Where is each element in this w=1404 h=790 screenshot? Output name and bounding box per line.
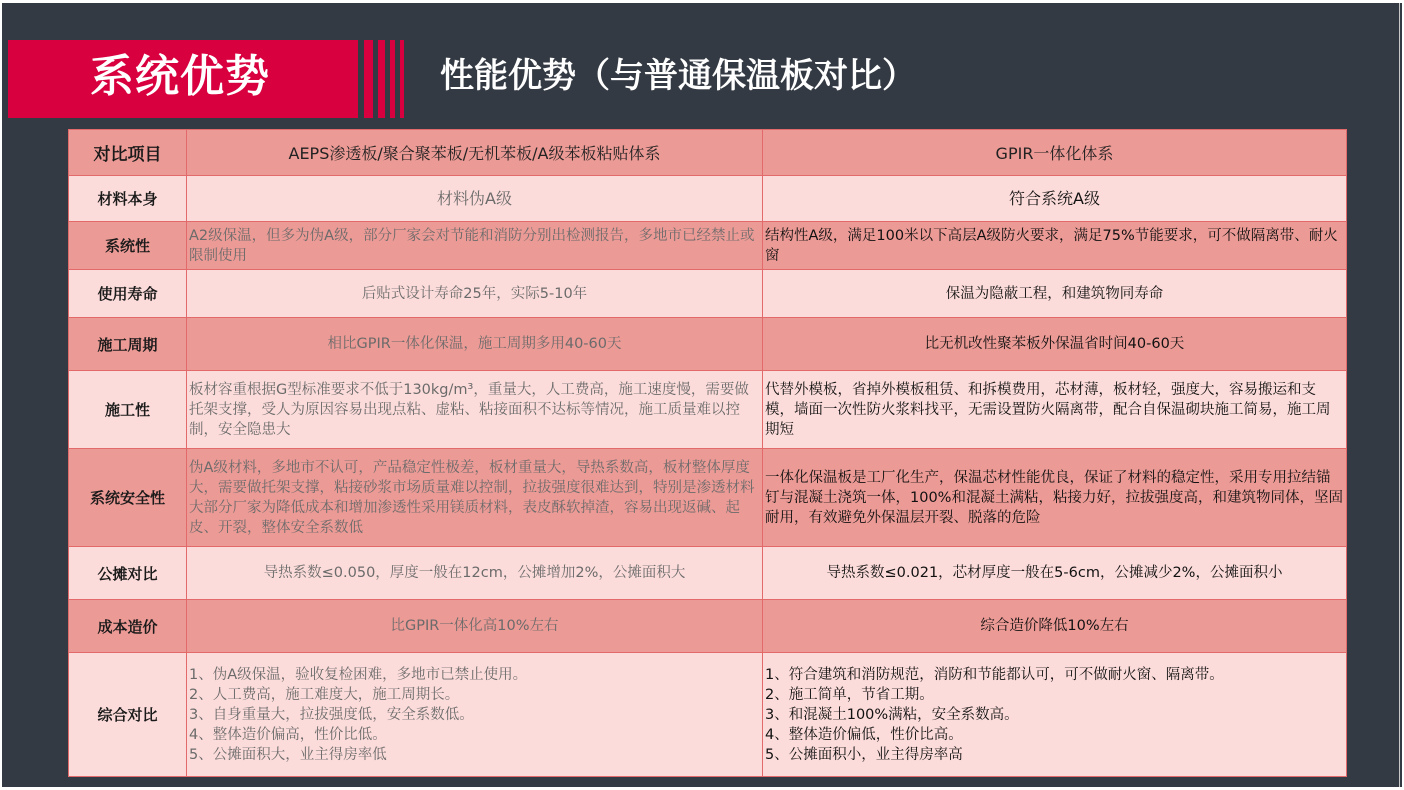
header-aeps: AEPS渗透板/聚合聚苯板/无机苯板/A级苯板粘贴体系 bbox=[187, 130, 763, 176]
table-row bbox=[69, 653, 1347, 777]
aeps-cell: 伪A级材料，多地市不认可，产品稳定性极差，板材重量大，导热系数高，板材整体厚度大，需要做托架支撑，粘接砂浆市场质量难以控制，拉拔强度很难达到，特别是渗透材料大部分厂家为降低成本和增加渗透性采用镁质材料，表皮酥软掉渣，容易出现返碱、起皮、开裂，整体安全系数低 bbox=[187, 449, 763, 547]
list-item: 5、公摊面积小，业主得房率高 bbox=[765, 746, 963, 763]
list-item: 1、伪A级保温，验收复检困难，多地市已禁止使用。 bbox=[189, 666, 528, 683]
list-item: 4、整体造价偏低，性价比高。 bbox=[765, 726, 963, 743]
row-label: 系统安全性 bbox=[69, 449, 187, 547]
table-row bbox=[69, 449, 1347, 547]
row-label: 施工性 bbox=[69, 371, 187, 449]
table-row bbox=[69, 371, 1347, 449]
row-label: 系统性 bbox=[69, 222, 187, 270]
stripe-4 bbox=[400, 40, 404, 118]
stripe-3 bbox=[390, 40, 395, 118]
page-heading: 性能优势（与普通保温板对比） bbox=[440, 56, 916, 96]
row-label: 公摊对比 bbox=[69, 547, 187, 600]
table-row bbox=[69, 318, 1347, 371]
list-item: 4、整体造价偏高，性价比低。 bbox=[189, 726, 387, 743]
aeps-cell: A2级保温，但多为伪A级，部分厂家会对节能和消防分别出检测报告，多地市已经禁止或限制使用 bbox=[187, 222, 763, 270]
gpir-cell: 综合造价降低10%左右 bbox=[763, 600, 1347, 653]
table-row bbox=[69, 270, 1347, 318]
row-label: 施工周期 bbox=[69, 318, 187, 371]
row-label: 材料本身 bbox=[69, 176, 187, 222]
list-item: 1、符合建筑和消防规范，消防和节能都认可，可不做耐火窗、隔离带。 bbox=[765, 666, 1224, 683]
list-item: 3、和混凝土100%满粘，安全系数高。 bbox=[765, 706, 1019, 723]
table-row bbox=[69, 176, 1347, 222]
list-item: 5、公摊面积大，业主得房率低 bbox=[189, 746, 387, 763]
gpir-cell: 保温为隐蔽工程，和建筑物同寿命 bbox=[763, 270, 1347, 318]
table-row bbox=[69, 222, 1347, 270]
aeps-cell: 后贴式设计寿命25年，实际5-10年 bbox=[187, 270, 763, 318]
gpir-cell: 代替外模板，省掉外模板租赁、和拆模费用，芯材薄，板材轻，强度大，容易搬运和支模，墙面一次性防火浆料找平，无需设置防火隔离带，配合自保温砌块施工简易，施工周期短 bbox=[763, 371, 1347, 449]
list-item: 2、施工简单，节省工期。 bbox=[765, 686, 934, 703]
table-row bbox=[69, 600, 1347, 653]
slide-edge-line bbox=[1376, 3, 1400, 787]
table-row bbox=[69, 547, 1347, 600]
gpir-cell: 结构性A级，满足100米以下高层A级防火要求，满足75%节能要求，可不做隔离带、耐火窗 bbox=[763, 222, 1347, 270]
aeps-cell: 比GPIR一体化高10%左右 bbox=[187, 600, 763, 653]
gpir-cell: 比无机改性聚苯板外保温省时间40-60天 bbox=[763, 318, 1347, 371]
table-header-row bbox=[69, 130, 1347, 176]
aeps-cell: 板材容重根据G型标准要求不低于130kg/m³，重量大，人工费高，施工速度慢，需要做托架支撑，受人为原因容易出现点粘、虚粘、粘接面积不达标等情况，施工质量难以控制，安全隐患大 bbox=[187, 371, 763, 449]
badge-title: 系统优势 bbox=[90, 51, 270, 102]
gpir-cell bbox=[763, 653, 1347, 777]
list-item: 2、人工费高，施工难度大，施工周期长。 bbox=[189, 686, 460, 703]
list-item: 3、自身重量大，拉拔强度低，安全系数低。 bbox=[189, 706, 474, 723]
row-label: 使用寿命 bbox=[69, 270, 187, 318]
gpir-cell: 一体化保温板是工厂化生产，保温芯材性能优良，保证了材料的稳定性，采用专用拉结锚钉与混凝土浇筑一体，100%和混凝土满粘，粘接力好，拉拔强度高，和建筑物同体，坚固耐用，有效避免外保温层开裂、脱落的危险 bbox=[763, 449, 1347, 547]
gpir-cell: 导热系数≤0.021，芯材厚度一般在5-6cm，公摊减少2%，公摊面积小 bbox=[763, 547, 1347, 600]
row-label: 综合对比 bbox=[69, 653, 187, 777]
comparison-table bbox=[68, 129, 1347, 777]
stripe-2 bbox=[378, 40, 385, 118]
aeps-cell: 材料伪A级 bbox=[187, 176, 763, 222]
aeps-cell: 导热系数≤0.050，厚度一般在12cm，公摊增加2%，公摊面积大 bbox=[187, 547, 763, 600]
header-item: 对比项目 bbox=[69, 130, 187, 176]
stripe-1 bbox=[364, 40, 373, 118]
gpir-cell: 符合系统A级 bbox=[763, 176, 1347, 222]
header-gpir: GPIR一体化体系 bbox=[763, 130, 1347, 176]
aeps-cell: 相比GPIR一体化保温，施工周期多用40-60天 bbox=[187, 318, 763, 371]
aeps-cell bbox=[187, 653, 763, 777]
row-label: 成本造价 bbox=[69, 600, 187, 653]
